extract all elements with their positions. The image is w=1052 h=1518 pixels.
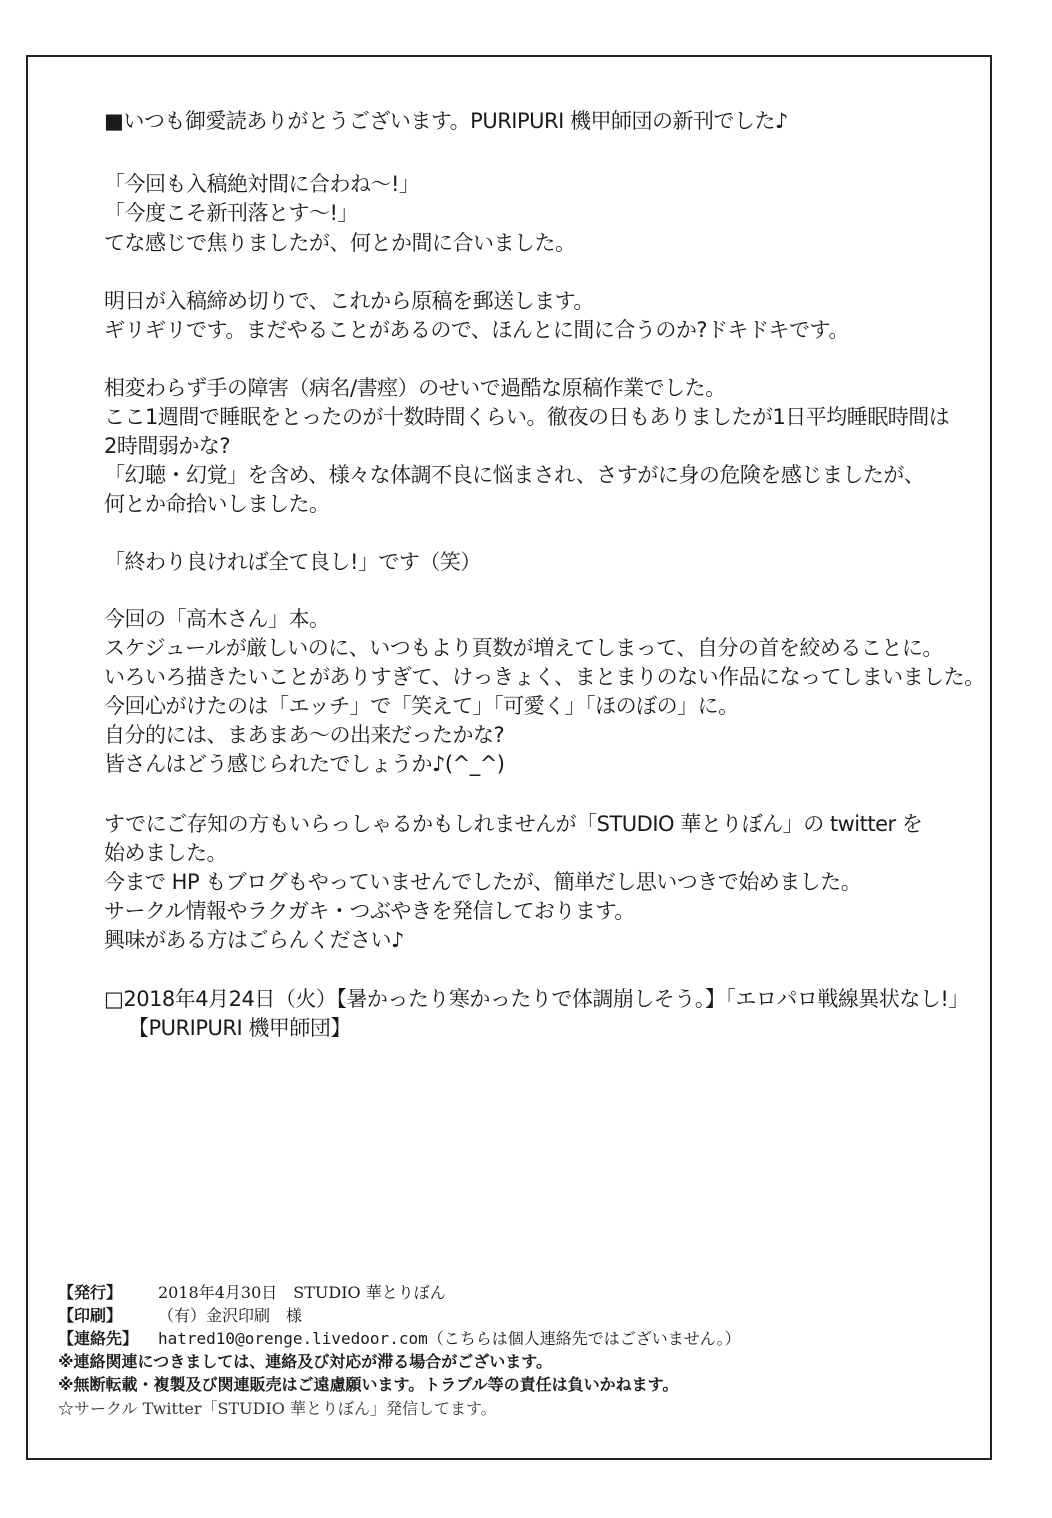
afterword-line: 「今度こそ新刊落とす〜!」: [104, 201, 358, 225]
publish-value: 2018年4月30日 STUDIO 華とりぼん: [158, 1283, 446, 1302]
colophon-publish: [58, 1283, 446, 1303]
print-value: （有）金沢印刷 様: [158, 1306, 303, 1325]
contact-email: hatred10@orenge.livedoor.com: [158, 1329, 428, 1348]
afterword-line: 皆さんはどう感じられたでしょうか♪(^_^): [104, 752, 505, 776]
afterword-line: 興味がある方はごらんください♪: [104, 928, 404, 952]
afterword-line: 明日が入稿締め切りで、これから原稿を郵送します。: [104, 289, 594, 313]
afterword-line: ギリギリです。まだやることがあるので、ほんとに間に合うのか?ドキドキです。: [104, 318, 849, 342]
publish-label: 【発行】: [58, 1283, 123, 1302]
afterword-signature-line: □2018年4月24日（火）【暑かったり寒かったりで体調崩しそう。】「エロパロ戦線異状なし!」: [104, 987, 969, 1011]
afterword-line: 今回心がけたのは「エッチ」で「笑えて」「可愛く」「ほのぼの」に。: [104, 694, 739, 718]
contact-label: 【連絡先】: [58, 1329, 139, 1348]
colophon-note-twitter: ☆サークル Twitter「STUDIO 華とりぼん」発信してます。: [58, 1399, 497, 1418]
afterword-line: 今回の「高木さん」本。: [104, 607, 330, 631]
contact-note: （こちらは個人連絡先ではございません。）: [427, 1329, 741, 1348]
afterword-line: 自分的には、まあまあ〜の出来だったかな?: [104, 723, 505, 747]
afterword-line: サークル情報やラクガキ・つぶやきを発信しております。: [104, 899, 635, 923]
afterword-line: 「今回も入稿絶対間に合わね〜!」: [104, 172, 420, 196]
afterword-line: 始めました。: [104, 841, 227, 865]
afterword-line: 今まで HP もブログもやっていませんでしたが、簡単だし思いつきで始めました。: [104, 870, 862, 894]
afterword-line: 「幻聴・幻覚」を含め、様々な体調不良に悩まされ、さすがに身の危険を感じましたが、: [104, 463, 925, 487]
afterword-line: すでにご存知の方もいらっしゃるかもしれませんが「STUDIO 華とりぼん」の twitter を: [104, 812, 923, 836]
afterword-circle-name: 【PURIPURI 機甲師団】: [128, 1016, 351, 1040]
afterword-line: ここ1週間で睡眠をとったのが十数時間くらい。徹夜の日もありましたが1日平均睡眠時間は: [104, 405, 950, 429]
afterword-line: いろいろ描きたいことがありすぎて、けっきょく、まとまりのない作品になってしまいました。: [104, 665, 985, 689]
colophon-contact: [58, 1329, 741, 1349]
afterword-line: スケジュールが厳しいのに、いつもより頁数が増えてしまって、自分の首を絞めることに。: [104, 636, 943, 660]
colophon-note-contact: ※連絡関連につきましては、連絡及び対応が滞る場合がございます。: [58, 1352, 552, 1371]
afterword-line: てな感じで焦りましたが、何とか間に合いました。: [104, 231, 576, 255]
colophon-note-copyright: ※無断転載・複製及び関連販売はご遠慮願います。トラブル等の責任は負いかねます。: [58, 1375, 679, 1394]
afterword-line: 2時間弱かな?: [104, 434, 231, 458]
afterword-line: 「終わり良ければ全て良し!」です（笑）: [104, 550, 481, 574]
afterword-line: ■いつも御愛読ありがとうございます。PURIPURI 機甲師団の新刊でした♪: [104, 109, 788, 133]
colophon-print: [58, 1306, 302, 1326]
afterword-line: 何とか命拾いしました。: [104, 492, 330, 516]
print-label: 【印刷】: [58, 1306, 123, 1325]
afterword-line: 相変わらず手の障害（病名/書痙）のせいで過酷な原稿作業でした。: [104, 376, 726, 400]
